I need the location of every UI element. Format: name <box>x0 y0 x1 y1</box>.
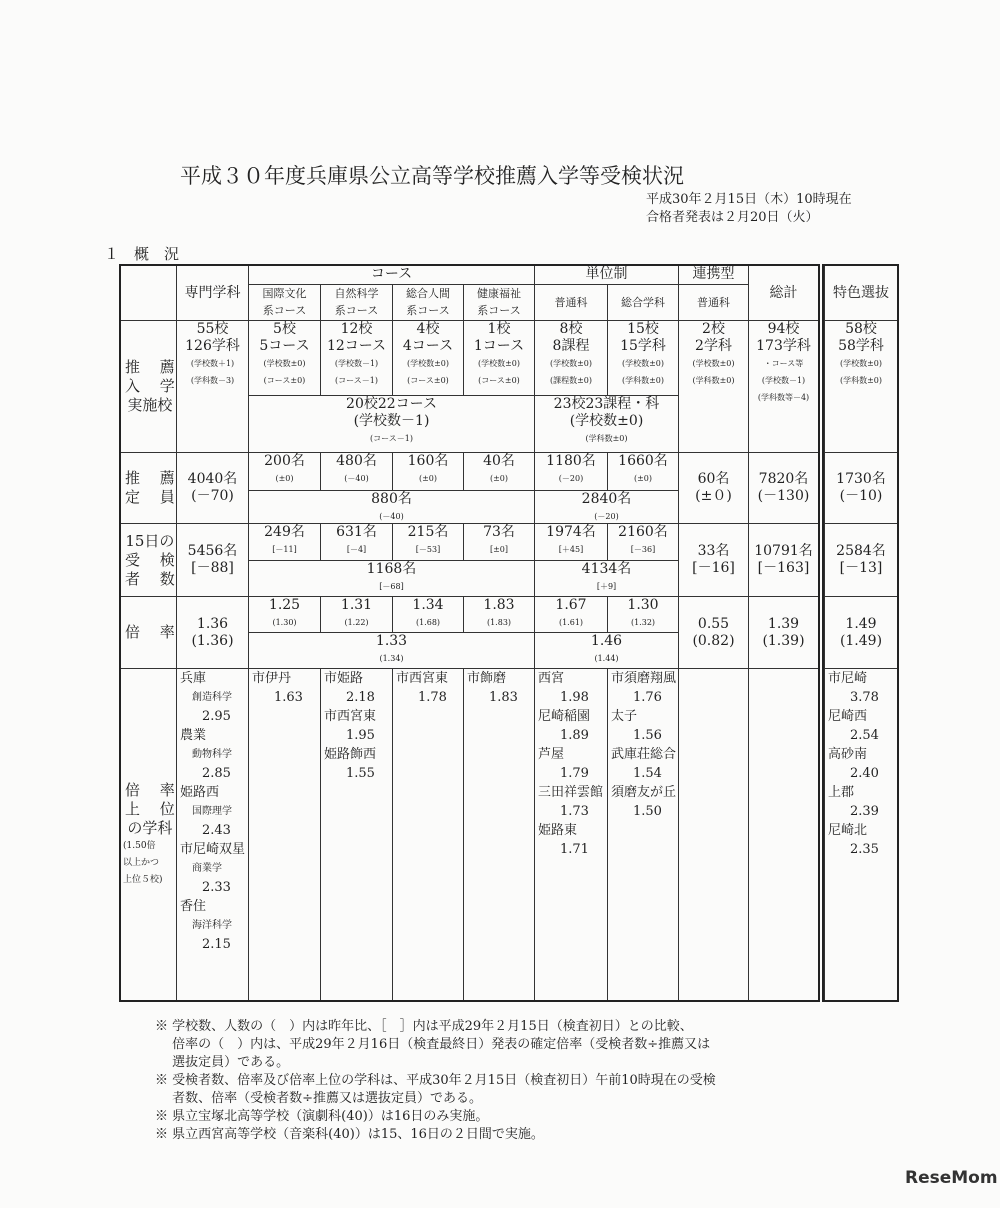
top-label <box>120 668 177 1001</box>
cell-text: 三田祥雲館 <box>538 785 604 800</box>
cell-text: 33名 <box>697 543 730 559</box>
cell-text: 1.31 <box>340 597 373 613</box>
cell-text: [＋9] <box>596 582 617 591</box>
cell-text: 1.98 <box>560 690 589 705</box>
cell-text: 1.73 <box>560 804 589 819</box>
schools-course-1 <box>320 320 393 396</box>
schools-renkei <box>678 320 749 453</box>
cell-text: 1.55 <box>346 766 375 781</box>
schools-tokushoku <box>824 320 898 453</box>
applicants-course-0 <box>248 523 321 561</box>
top-course-0 <box>248 668 321 1001</box>
cell-text: 2.39 <box>850 804 879 819</box>
header-course-3 <box>463 284 535 321</box>
cell-text: (1.39) <box>762 632 805 649</box>
cell-text: 1.34 <box>412 597 444 613</box>
cell-text: (0.82) <box>692 632 735 649</box>
applicants-senmon <box>176 523 249 597</box>
cell-text: 1.50 <box>633 804 662 819</box>
cell-text: 系コース <box>334 304 379 317</box>
cell-text: (1.61) <box>558 618 584 627</box>
cell-text: 武庫荘総合 <box>611 747 677 762</box>
header-blank <box>120 265 177 321</box>
note-line: ※ 県立西宮高等学校（音楽科(40)）は15、16日の２日間で実施。 <box>155 1127 544 1142</box>
cell-text: 20校22コース <box>346 396 437 412</box>
cell-text: 系コース <box>406 304 450 317</box>
cell-text: 系コース <box>262 304 307 317</box>
cell-text: 1.89 <box>560 728 589 743</box>
cell-text: 1.83 <box>483 597 515 613</box>
schools-course-3 <box>463 320 535 396</box>
cell-text: (－20) <box>558 474 584 483</box>
cell-text: 1.33 <box>375 633 408 649</box>
cell-text: 1168名 <box>366 561 417 577</box>
top-renkei <box>678 668 749 1001</box>
cell-text: 2.18 <box>346 690 375 705</box>
cell-text: 5コース <box>259 338 310 354</box>
cell-text: [－36] <box>630 545 656 554</box>
cell-text: 480名 <box>336 453 377 469</box>
cell-text: 15学科 <box>620 338 666 354</box>
quota-course-3 <box>463 452 535 491</box>
cell-text: 173学科 <box>756 338 811 354</box>
top-unit-futsu <box>534 668 608 1001</box>
cell-text: 15日の 受 検 者 数 <box>125 531 175 588</box>
cell-text: (学科数±0) <box>692 376 735 385</box>
cell-text: [－68] <box>379 582 404 591</box>
notes <box>155 1018 716 1144</box>
cell-text: 880名 <box>371 491 412 507</box>
header-unit-futsu <box>534 284 608 321</box>
header-unit <box>534 265 679 285</box>
cell-text: 215名 <box>407 524 449 540</box>
resemom-logo: ReseMom <box>905 1168 998 1188</box>
cell-text: [－13] <box>839 560 883 576</box>
cell-text: (学校数±0) <box>692 359 735 368</box>
cell-text: (1.44) <box>594 654 619 663</box>
header-renkei <box>678 265 749 285</box>
cell-text: 5校 <box>273 321 296 337</box>
applicants-tokushoku <box>824 523 898 597</box>
cell-text: 1.63 <box>274 690 303 705</box>
cell-text: 1.30 <box>627 597 659 613</box>
cell-text: (±０) <box>695 488 732 504</box>
cell-text: 0.55 <box>697 615 730 632</box>
cell-text: 3.78 <box>850 690 879 705</box>
top-tokushoku <box>824 668 898 1001</box>
cell-text: 1660名 <box>618 453 668 469</box>
cell-text: (1.32) <box>630 618 656 627</box>
ratio-total <box>748 596 819 669</box>
cell-text: [＋45] <box>558 545 584 554</box>
cell-text: 8校 <box>559 321 583 337</box>
cell-text: 倍 率 上 位 の学科 <box>125 780 175 837</box>
cell-text: 系コース <box>477 304 521 317</box>
header-course-1 <box>320 284 393 321</box>
header-unit-sogo <box>607 284 679 321</box>
cell-text: 動物科学 <box>192 749 232 760</box>
cell-text: (学校数＋1) <box>190 359 235 368</box>
cell-text: (学校数－1) <box>353 413 430 429</box>
schools-total-unit <box>534 395 679 453</box>
date-line: 平成30年２月15日（木）10時現在 <box>646 192 852 207</box>
cell-text: (課程数±0) <box>549 376 593 385</box>
cell-text: 倍 率 <box>125 623 175 641</box>
ratio-total-unit <box>534 632 679 669</box>
cell-text: 55校 <box>196 321 229 337</box>
cell-text: 姫路東 <box>538 823 578 838</box>
top-course-1 <box>320 668 393 1001</box>
cell-text: (コース－1) <box>370 434 413 443</box>
cell-text: 1.46 <box>590 633 623 649</box>
note-line: ※ 学校数、人数の（ ）内は昨年比、［ ］内は平成29年２月15日（検査初日）との比較、 <box>155 1019 693 1034</box>
cell-text: 4040名 <box>187 471 238 487</box>
cell-text: [－4] <box>346 545 367 554</box>
cell-text: (1.68) <box>415 618 441 627</box>
quota-label <box>120 452 177 524</box>
cell-text: (±0) <box>275 474 294 483</box>
cell-text: 芦屋 <box>538 747 565 762</box>
cell-text: 普通科 <box>697 296 730 309</box>
cell-text: 2.85 <box>202 766 231 781</box>
applicants-unit-futsu <box>534 523 608 561</box>
quota-tokushoku <box>824 452 898 524</box>
schools-unit-sogo <box>607 320 679 396</box>
ratio-label <box>120 596 177 669</box>
cell-text: 12コース <box>326 338 387 354</box>
note-line: 倍率の（ ）内は、平成29年２月16日（検査最終日）発表の確定倍率（受検者数÷推薦又は <box>155 1037 711 1052</box>
ratio-course-2 <box>392 596 464 633</box>
cell-text: 631名 <box>336 524 377 540</box>
cell-text: 5456名 <box>187 543 238 559</box>
top-course-3 <box>463 668 535 1001</box>
cell-text: 市尼崎 <box>828 671 868 686</box>
cell-text: 香住 <box>180 899 207 914</box>
cell-text: (－40) <box>379 512 404 521</box>
cell-text: 40名 <box>483 453 515 469</box>
cell-text: (学校数±0) <box>406 359 450 368</box>
cell-text: 1.54 <box>633 766 662 781</box>
cell-text: 総合人間 <box>406 287 450 300</box>
label-note: 上位５校) <box>123 874 163 885</box>
cell-text: 総合学科 <box>621 296 665 309</box>
cell-text: 94校 <box>767 321 800 337</box>
cell-text: 尼崎北 <box>828 823 868 838</box>
cell-text: 2校 <box>702 321 725 337</box>
cell-text: 市飾磨 <box>467 671 507 686</box>
cell-text: (学科数±0) <box>585 434 628 443</box>
ratio-course-1 <box>320 596 393 633</box>
ratio-course-0 <box>248 596 321 633</box>
cell-text: 市姫路 <box>324 671 364 686</box>
cell-text: 総計 <box>769 284 798 301</box>
cell-text: 1.39 <box>767 615 800 632</box>
cell-text: (学科数±0) <box>839 376 883 385</box>
cell-text: (1.83) <box>486 618 512 627</box>
cell-text: (学校数±0) <box>839 359 883 368</box>
cell-text: 1180名 <box>546 453 596 469</box>
cell-text: (－20) <box>594 512 619 521</box>
applicants-course-1 <box>320 523 393 561</box>
cell-text: [－88] <box>191 560 234 576</box>
cell-text: (学校数±0) <box>569 413 644 429</box>
cell-text: 西宮 <box>538 671 565 686</box>
announce-line: 合格者発表は２月20日（火） <box>646 210 819 225</box>
cell-text: 1.56 <box>633 728 662 743</box>
cell-text: 8課程 <box>552 338 590 354</box>
cell-text: 自然科学 <box>334 287 379 300</box>
cell-text: (学科数±0) <box>621 376 665 385</box>
cell-text: 1730名 <box>836 471 886 487</box>
header-course-2 <box>392 284 464 321</box>
applicants-course-3 <box>463 523 535 561</box>
cell-text: 農業 <box>180 728 207 743</box>
cell-text: (±0) <box>489 474 509 483</box>
cell-text: 1.78 <box>418 690 447 705</box>
cell-text: ・コース等 <box>763 359 804 368</box>
cell-text: 2584名 <box>836 543 886 559</box>
cell-text: (－130) <box>757 488 810 504</box>
cell-text: (1.22) <box>344 618 369 627</box>
cell-text: 連携型 <box>692 266 735 282</box>
cell-text: [－163] <box>757 560 810 576</box>
header-total <box>748 265 819 321</box>
cell-text: (－10) <box>839 488 883 504</box>
cell-text: 58学科 <box>838 338 884 354</box>
cell-text: [－53] <box>415 545 441 554</box>
cell-text: 1.95 <box>346 728 375 743</box>
ratio-renkei <box>678 596 749 669</box>
note-line: ※ 県立宝塚北高等学校（演劇科(40)）は16日のみ実施。 <box>155 1109 489 1124</box>
cell-text: 市尼崎双星 <box>180 842 246 857</box>
ratio-unit-futsu <box>534 596 608 633</box>
cell-text: 2.40 <box>850 766 879 781</box>
header-course <box>248 265 535 285</box>
schools-total <box>748 320 819 453</box>
cell-text: 60名 <box>697 471 730 487</box>
section-heading: １ 概 況 <box>104 245 180 263</box>
cell-text: 126学科 <box>185 338 240 354</box>
cell-text: 国際文化 <box>262 287 307 300</box>
quota-course-1 <box>320 452 393 491</box>
cell-text: 58校 <box>845 321 877 337</box>
cell-text: [－11] <box>272 545 297 554</box>
cell-text: 4校 <box>416 321 440 337</box>
cell-text: (1.34) <box>379 654 404 663</box>
cell-text: 1校 <box>487 321 511 337</box>
cell-text: 2160名 <box>618 524 668 540</box>
ratio-tokushoku <box>824 596 898 669</box>
quota-course-0 <box>248 452 321 491</box>
schools-course-0 <box>248 320 321 396</box>
cell-text: 73名 <box>483 524 515 540</box>
ratio-unit-sogo <box>607 596 679 633</box>
cell-text: 健康福祉 <box>477 287 521 300</box>
cell-text: 10791名 <box>754 543 813 559</box>
quota-unit-sogo <box>607 452 679 491</box>
cell-text: 尼崎稲園 <box>538 709 591 724</box>
cell-text: 須磨友が丘 <box>611 785 677 800</box>
top-total <box>748 668 819 1001</box>
cell-text: 2学科 <box>695 338 732 354</box>
applicants-renkei <box>678 523 749 597</box>
cell-text: 上郡 <box>828 785 855 800</box>
cell-text: 1.36 <box>196 615 229 632</box>
cell-text: (学科数－3) <box>190 376 235 385</box>
header-renkei-futsu <box>678 284 749 321</box>
cell-text: 1.71 <box>560 842 589 857</box>
cell-text: 1974名 <box>546 524 596 540</box>
cell-text: 2.15 <box>202 937 231 952</box>
quota-total-unit <box>534 490 679 524</box>
cell-text: 市西宮東 <box>396 671 449 686</box>
cell-text: (コース±0) <box>407 376 449 385</box>
cell-text: (－70) <box>191 488 234 504</box>
cell-text: 4134名 <box>581 561 632 577</box>
applicants-course-2 <box>392 523 464 561</box>
top-unit-sogo <box>607 668 679 1001</box>
top-senmon <box>176 668 249 1001</box>
quota-senmon <box>176 452 249 524</box>
schools-senmon <box>176 320 249 453</box>
cell-text: [±0] <box>489 545 509 554</box>
cell-text: 2.35 <box>850 842 879 857</box>
cell-text: 200名 <box>264 453 305 469</box>
cell-text: 2.95 <box>202 709 231 724</box>
quota-course-2 <box>392 452 464 491</box>
quota-total-course <box>248 490 535 524</box>
applicants-total-unit <box>534 560 679 597</box>
cell-text: 推 薦 定 員 <box>125 469 175 506</box>
cell-text: (学科数等－4) <box>757 393 810 402</box>
note-line: ※ 受検者数、倍率及び倍率上位の学科は、平成30年２月15日（検査初日）午前10時現在の受検 <box>155 1073 716 1088</box>
schools-label <box>120 320 177 453</box>
schools-total-course <box>248 395 535 453</box>
cell-text: (学校数－1) <box>761 376 806 385</box>
note-line: 選抜定員）である。 <box>155 1055 290 1070</box>
ratio-total-course <box>248 632 535 669</box>
quota-unit-futsu <box>534 452 608 491</box>
cell-text: 2.54 <box>850 728 879 743</box>
cell-text: 7820名 <box>758 471 809 487</box>
schools-course-2 <box>392 320 464 396</box>
cell-text: 1.49 <box>845 615 877 632</box>
ratio-course-3 <box>463 596 535 633</box>
cell-text: (学校数－1) <box>334 359 379 368</box>
cell-text: (±0) <box>418 474 438 483</box>
cell-text: 国際理学 <box>192 806 232 817</box>
cell-text: 特色選抜 <box>833 284 889 301</box>
cell-text: (1.36) <box>191 632 234 649</box>
cell-text: (学校数±0) <box>477 359 521 368</box>
cell-text: 高砂南 <box>828 747 868 762</box>
cell-text: 2.33 <box>202 880 231 895</box>
cell-text: 姫路飾西 <box>324 747 377 762</box>
schools-unit-futsu <box>534 320 608 396</box>
applicants-label <box>120 523 177 597</box>
cell-text: (1.49) <box>839 632 883 649</box>
cell-text: 市西宮東 <box>324 709 377 724</box>
applicants-unit-sogo <box>607 523 679 561</box>
note-line: 者数、倍率（受検者数÷推薦又は選抜定員）である。 <box>155 1091 483 1106</box>
cell-text: 1コース <box>473 338 525 354</box>
quota-renkei <box>678 452 749 524</box>
applicants-total-course <box>248 560 535 597</box>
cell-text: 1.83 <box>489 690 518 705</box>
cell-text: 1.76 <box>633 690 662 705</box>
cell-text: 249名 <box>264 524 305 540</box>
cell-text: 4コース <box>402 338 454 354</box>
header-tokushoku <box>824 265 898 321</box>
cell-text: (±0) <box>633 474 653 483</box>
cell-text: 2.43 <box>202 823 231 838</box>
cell-text: (コース±0) <box>263 376 306 385</box>
cell-text: 姫路西 <box>180 785 220 800</box>
cell-text: 市須磨翔風 <box>611 671 677 686</box>
cell-text: (－40) <box>344 474 369 483</box>
cell-text: 専門学科 <box>184 284 241 301</box>
cell-text: (学校数±0) <box>263 359 306 368</box>
cell-text: 市伊丹 <box>252 671 292 686</box>
cell-text: 推 薦 入 学 実施校 <box>125 358 175 414</box>
cell-text: (学校数±0) <box>621 359 665 368</box>
label-note: (1.50倍 <box>123 840 156 851</box>
cell-text: 15校 <box>627 321 659 337</box>
cell-text: 商業学 <box>192 863 222 874</box>
cell-text: 単位制 <box>585 266 628 282</box>
top-course-2 <box>392 668 464 1001</box>
cell-text: コース <box>370 266 413 282</box>
cell-text: 1.25 <box>268 597 301 613</box>
header-senmon <box>176 265 249 321</box>
header-course-0 <box>248 284 321 321</box>
cell-text: 23校23課程・科 <box>553 396 660 412</box>
cell-text: 尼崎西 <box>828 709 868 724</box>
cell-text: 普通科 <box>554 296 588 309</box>
cell-text: (学校数±0) <box>549 359 593 368</box>
cell-text: 1.79 <box>560 766 589 781</box>
cell-text: 160名 <box>407 453 449 469</box>
applicants-total <box>748 523 819 597</box>
cell-text: 12校 <box>340 321 373 337</box>
cell-text: 創造科学 <box>192 692 232 703</box>
document-title: 平成３０年度兵庫県公立高等学校推薦入学等受検状況 <box>180 164 684 188</box>
cell-text: 2840名 <box>581 491 632 507</box>
label-note: 以上かつ <box>123 857 160 868</box>
cell-text: 太子 <box>611 709 638 724</box>
cell-text: [－16] <box>692 560 735 576</box>
cell-text: (コース－1) <box>335 376 378 385</box>
ratio-senmon <box>176 596 249 669</box>
cell-text: (コース±0) <box>478 376 520 385</box>
cell-text: (1.30) <box>272 618 297 627</box>
cell-text: 1.67 <box>555 597 587 613</box>
quota-total <box>748 452 819 524</box>
cell-text: 兵庫 <box>180 671 207 686</box>
cell-text: 海洋科学 <box>192 920 232 931</box>
